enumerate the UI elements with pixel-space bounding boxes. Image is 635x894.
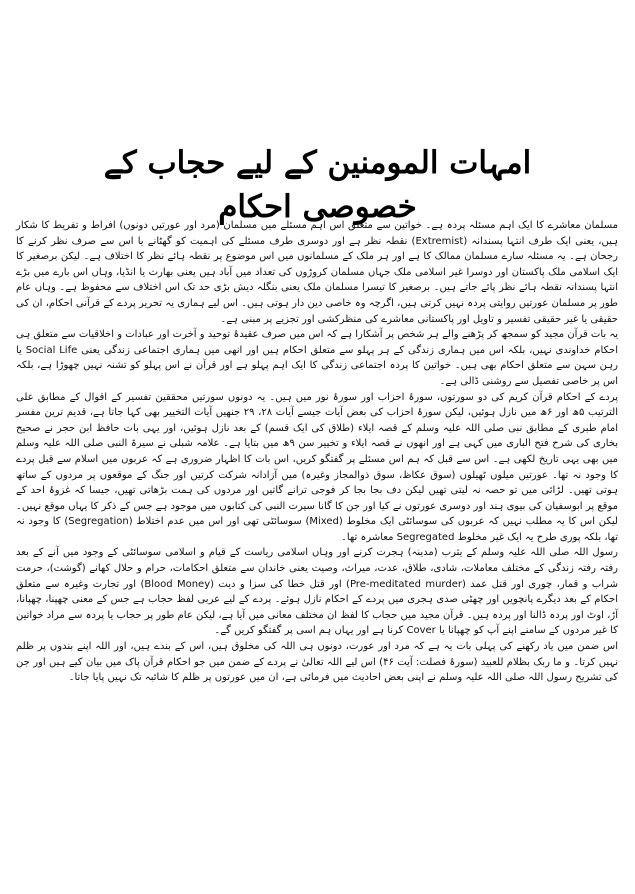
paragraph: اس ضمن میں یاد رکھنے کی پہلی بات یہ ہے کہ مرد اور عورت، دونوں ہی اللہ کی مخلوق ہیں، اس کے بندے ہیں، اور اللہ اپنے بندوں پر ظلم نہیں کرتا۔ و ما ربک بظلام للعبید (سورۂ فصلت: آیت ۴۶) اس لیے اللہ تعالیٰ نے پردے کے ضمن میں جو احکام قرآن پاک میں بیان کیے ہیں اور جن کی تشریح رسول اللہ صلی اللہ علیہ وسلم نے اپنی بعض احادیث میں فرمائی ہے، ان میں عورتوں پر ظلم کا شائبہ تک نہیں پایا جاتا۔ bbox=[16, 641, 618, 684]
paragraph: پردے کے احکام قرآن کریم کی دو سورتوں، سورۂ احزاب اور سورۂ نور میں ہیں۔ یہ دونوں سورتیں محققین تفسیر کے اقوال کے مطابق علی الترتیب ۵ھ اور ۶ھ میں نازل ہوئیں، لیکن سورۂ احزاب کی بعض آیات جیسے آیات ۲۸، ۲۹ جنھیں آیات التخییر بھی کہا جاتا ہے، قدیم ترین مفسر امام طبری کے مطابق نبی صلی اللہ علیہ وسلم کے قصہ ایلاء (طلاق کی ایک قسم) کے بعد نازل ہوئیں، اور یہی بات حافظ ابن حجر نے صحیح بخاری کی شرح فتح الباری میں کہی ہے اور انھوں نے قصہ ایلاء و تخییر سن ۹ھ میں بتایا ہے۔ علامہ شبلی نے سیرۃ النبی صلی اللہ علیہ وسلم میں بھی یہی تاریخ لکھی ہے۔ اس سے قبل کہ ہم اس مسئلے پر گفتگو کریں، اس بات کا اظہار ضروری ہے کہ عربوں میں اسلام سے قبل پردے کا وجود نہ تھا۔ عورتیں میلوں ٹھیلوں (سوق عکاظ، سوق ذوالمجاز وغیرہ) میں آزادانہ شرکت کرتیں اور جنگ کے موقعوں پر مردوں کے ساتھ ہوتی تھیں۔ لڑائی میں تو حصہ نہ لیتی تھیں لیکن دف بجا بجا کر فوجی ترانے گاتیں اور مردوں کی ہمت بڑھاتی تھیں، جیسا کہ غزوۂ احد کے موقع پر ابوسفیان کی بیوی ہند اور دوسری عورتوں نے کیا اور جن کا گانا سیرت النبی کی کتابوں میں موجود ہے جس کے ذکر کا یہاں موقع نہیں۔ لیکن اس کا یہ مطلب نہیں کہ عربوں کی سوسائٹی ایک مخلوط (Mixed) سوسائٹی تھی اور اس میں عدم اختلاط (Segregation) کا وجود نہ تھا، بلکہ پوری طرح یہ ایک غیر مخلوط Segregated معاشرہ تھا۔ bbox=[16, 391, 619, 543]
document-body bbox=[16, 218, 618, 686]
paragraph: یہ بات قرآن مجید کو سمجھ کر پڑھنے والے ہر شخص پر آشکارا ہے کہ اس میں صرف عقیدۂ توحید و آخرت اور عبادات و اخلاقیات سے متعلق ہی احکام خداوندی نہیں، بلکہ اس میں ہماری زندگی کے ہر پہلو سے متعلق احکام ہیں اور انھی میں ہماری اجتماعی زندگی یعنی Social Life یا رہن سہن سے متعلق احکام بھی ہیں۔ خواتین کا پردہ اجتماعی زندگی کا ایک اہم پہلو ہے اور قرآن نے اس پہلو کو تشنہ نہیں چھوڑا ہے، بلکہ اس پر خاصی تفصیل سے روشنی ڈالی ہے۔ bbox=[16, 329, 618, 387]
paragraph: مسلمان معاشرے کا ایک اہم مسئلہ پردہ ہے۔ خواتین سے متعلق اس اہم مسئلے میں مسلمان (مرد اور عورتیں دونوں) افراط و تفریط کا شکار ہیں، یعنی ایک طرف انتہا پسندانہ (Extremist) نقطہ نظر ہے اور دوسری طرف مسئلے کی اہمیت کو گھٹانے یا اس سے صرف نظر کرنے کا رجحان ہے۔ یہ مسئلہ سارے مسلمان ممالک کا ہے اور ہر ملک کے مسلمانوں میں اس موضوع پر نقطہ ہائے نظر کا اختلاف ہے۔ لیکن برصغیر کا ایک اسلامی ملک پاکستان اور دوسرا غیر اسلامی ملک جہاں مسلمان کروڑوں کی تعداد میں آباد ہیں یعنی بھارت یا انڈیا، وہاں اس بارے میں بڑے انتہا پسندانہ نقطہ ہائے نظر پائے جاتے ہیں۔ برصغیر کا تیسرا مسلمان ملک یعنی بنگلہ دیش بڑی حد تک اس اختلاف سے محفوظ ہے۔ وہاں عام طور پر مسلمان عورتیں روایتی پردہ نہیں کرتی ہیں، اگرچہ وہ خاصی دین دار ہوتی ہیں۔ اس لیے ہماری یہ تحریر پردے کے قرآنی احکام، ان کی حقیقی یا غیر حقیقی تفسیر و تاویل اور پاکستانی معاشرے کی منظرکشی اور تجزیے پر مبنی ہے۔ bbox=[16, 220, 619, 325]
document-title: امہات المومنین کے لیے حجاب کے خصوصی احکام bbox=[103, 144, 532, 225]
paragraph: رسول اللہ صلی اللہ علیہ وسلم کے یثرب (مدینہ) ہجرت کرنے اور وہاں اسلامی ریاست کے قیام و اسلامی سوسائٹی کے وجود میں آنے کے بعد رفتہ رفتہ زندگی کے مختلف معاملات، شادی، طلاق، عدت، میراث، وصیت یعنی خاندان سے متعلق احکامات، حرام و حلال کھانے (گوشت)، حرمت شراب و قمار، چوری اور قتل عمد (Pre-meditated murder) اور قتل خطا کی سزا و دیت (Blood Money) اور تجارت وغیرہ سے متعلق احکام کے بعد دیگرے پانچویں اور چھٹی صدی ہجری میں پردے کے احکام نازل ہوئے۔ پردے کے لیے عربی لفظ حجاب ہے جس کے معنی چھپنا، چھپانا، آڑ، اوٹ اور پردہ ڈالنا اور پردہ ہیں۔ قرآن مجید میں حجاب کا لفظ ان مختلف معانی میں آیا ہے، لیکن عام طور پر حجاب یا پردہ سے مراد خواتین کا غیر مردوں کے سامنے اپنے آپ کو چھپانا یا Cover کرنا ہے اور یہاں ہم اسی پر گفتگو کریں گے۔ bbox=[16, 547, 618, 637]
